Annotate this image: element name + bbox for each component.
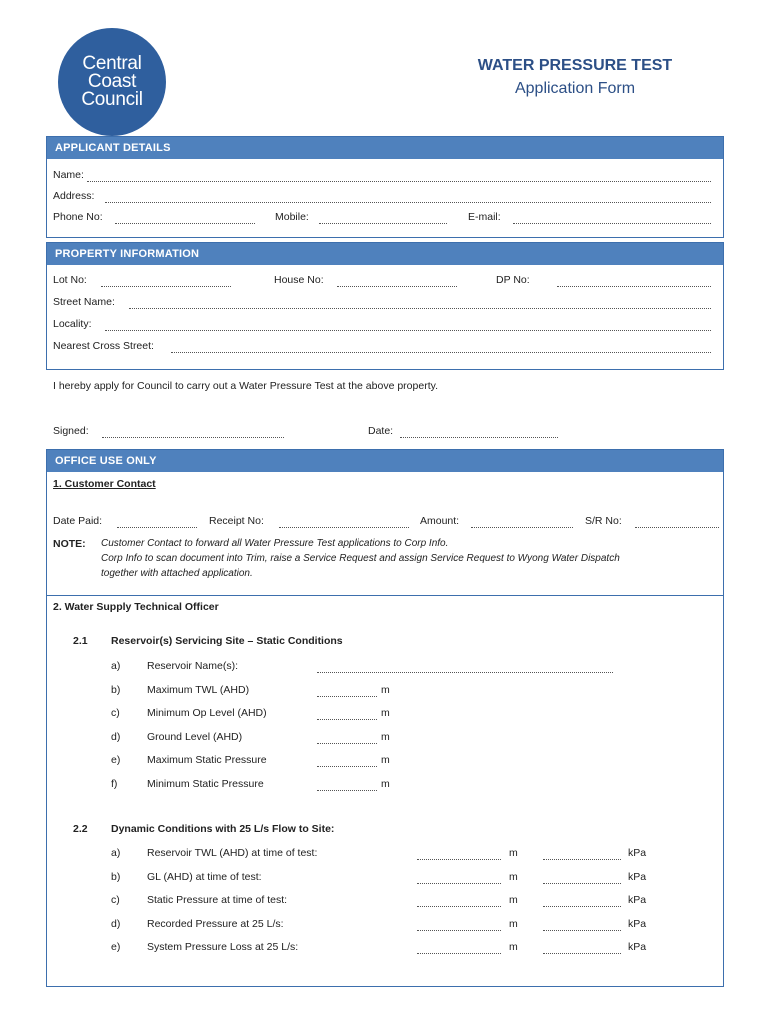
street-label: Street Name: — [53, 296, 115, 308]
date-paid-label: Date Paid: — [53, 515, 103, 527]
static-item-label: Maximum Static Pressure — [147, 754, 267, 766]
dynamic-item-unit-kpa: kPa — [628, 894, 647, 906]
council-logo — [58, 28, 166, 136]
dynamic-item-field-kpa[interactable] — [543, 930, 621, 931]
dynamic-item-field-kpa[interactable] — [543, 859, 621, 860]
property-header: PROPERTY INFORMATION — [47, 243, 723, 265]
dynamic-item-unit-m: m — [509, 870, 518, 883]
dynamic-item-unit-kpa: kPa — [628, 847, 647, 859]
static-item-field[interactable] — [317, 766, 377, 767]
dynamic-item-unit-m: m — [509, 847, 518, 859]
lot-label: Lot No: — [53, 274, 87, 286]
dynamic-item-field-m[interactable] — [417, 859, 501, 860]
property-section — [46, 242, 724, 370]
receipt-field[interactable] — [279, 527, 409, 528]
mobile-label: Mobile: — [275, 211, 309, 223]
dynamic-item-unit-m: m — [509, 917, 518, 930]
dynamic-conditions-number: 2.2 — [73, 823, 88, 835]
static-item-unit: m — [381, 683, 390, 696]
static-conditions-number: 2.1 — [73, 635, 88, 647]
signed-label: Signed: — [53, 425, 89, 437]
static-item-unit: m — [381, 777, 390, 790]
dynamic-item-field-m[interactable] — [417, 883, 501, 884]
static-item-unit: m — [381, 754, 390, 766]
dynamic-item-label: Recorded Pressure at 25 L/s: — [147, 917, 284, 930]
lot-field[interactable] — [101, 286, 231, 287]
dynamic-item-field-m[interactable] — [417, 930, 501, 931]
applicant-section — [46, 136, 724, 238]
amount-field[interactable] — [471, 527, 573, 528]
static-conditions-heading: Reservoir(s) Servicing Site – Static Conditions — [111, 635, 343, 647]
dynamic-item-unit-kpa: kPa — [628, 917, 647, 930]
dynamic-item-field-m[interactable] — [417, 906, 501, 907]
sr-label: S/R No: — [585, 515, 622, 527]
note-line-3: together with attached application. — [101, 568, 253, 579]
dynamic-item-unit-m: m — [509, 894, 518, 906]
static-item-field[interactable] — [317, 790, 377, 791]
house-field[interactable] — [337, 286, 457, 287]
static-item-label: Ground Level (AHD) — [147, 730, 243, 743]
static-item-field[interactable] — [317, 696, 377, 697]
static-item-letter: b) — [111, 683, 121, 696]
date-label: Date: — [368, 425, 394, 437]
logo-line-2: Coast — [87, 71, 137, 92]
name-field[interactable] — [87, 181, 711, 182]
static-item-unit: m — [381, 730, 390, 743]
note-line-1: Customer Contact to forward all Water Pressure Test applications to Corp Info. — [101, 538, 449, 549]
static-item-label: Minimum Static Pressure — [147, 777, 264, 790]
static-item-field[interactable] — [317, 743, 377, 744]
cross-street-field[interactable] — [171, 352, 711, 353]
static-item-letter: a) — [111, 660, 121, 672]
applicant-header: APPLICANT DETAILS — [47, 137, 723, 159]
logo-line-1: Central — [82, 53, 142, 74]
static-item-label: Reservoir Name(s): — [147, 660, 239, 672]
sr-field[interactable] — [635, 527, 719, 528]
static-item-label: Maximum TWL (AHD) — [147, 683, 250, 696]
declaration-text: I hereby apply for Council to carry out a Water Pressure Test at the above property. — [53, 380, 438, 392]
customer-contact-heading: 1. Customer Contact — [53, 478, 156, 490]
dynamic-item-letter: c) — [111, 894, 120, 906]
office-section — [46, 449, 724, 987]
locality-field[interactable] — [105, 330, 711, 331]
static-item-unit: m — [381, 707, 390, 719]
dynamic-conditions-heading: Dynamic Conditions with 25 L/s Flow to Site: — [111, 823, 335, 835]
date-field[interactable] — [400, 437, 558, 438]
locality-label: Locality: — [53, 318, 92, 330]
dynamic-item-label: Static Pressure at time of test: — [147, 894, 288, 906]
email-field[interactable] — [513, 223, 711, 224]
dp-field[interactable] — [557, 286, 711, 287]
static-item-label: Minimum Op Level (AHD) — [147, 707, 267, 719]
note-line-2: Corp Info to scan document into Trim, raise a Service Request and assign Service Request to Wyong Water Dispatch — [101, 553, 620, 564]
dynamic-item-label: Reservoir TWL (AHD) at time of test: — [147, 847, 318, 859]
amount-label: Amount: — [420, 515, 460, 527]
dynamic-item-unit-kpa: kPa — [628, 870, 647, 883]
email-label: E-mail: — [468, 211, 501, 223]
mobile-field[interactable] — [319, 223, 447, 224]
address-field[interactable] — [105, 202, 711, 203]
signature-field[interactable] — [102, 437, 284, 438]
static-item-field[interactable] — [317, 719, 377, 720]
technical-officer-heading: 2. Water Supply Technical Officer — [53, 601, 219, 613]
dynamic-item-field-kpa[interactable] — [543, 883, 621, 884]
dynamic-item-field-kpa[interactable] — [543, 906, 621, 907]
house-label: House No: — [274, 274, 324, 286]
static-item-letter: e) — [111, 754, 121, 766]
logo-line-3: Council — [81, 89, 143, 110]
static-item-field[interactable] — [317, 672, 613, 673]
phone-field[interactable] — [115, 223, 255, 224]
dynamic-item-field-kpa[interactable] — [543, 953, 621, 954]
dynamic-item-letter: b) — [111, 870, 121, 883]
office-header: OFFICE USE ONLY — [47, 450, 723, 472]
address-label: Address: — [53, 190, 95, 202]
dynamic-item-label: GL (AHD) at time of test: — [147, 870, 262, 883]
receipt-label: Receipt No: — [209, 515, 264, 527]
dynamic-item-letter: d) — [111, 917, 121, 930]
dynamic-item-letter: e) — [111, 941, 121, 953]
section-divider — [47, 595, 723, 596]
dynamic-item-letter: a) — [111, 847, 121, 859]
page-subtitle: Application Form — [514, 80, 636, 97]
static-item-letter: d) — [111, 730, 121, 743]
dynamic-item-field-m[interactable] — [417, 953, 501, 954]
note-label: NOTE: — [53, 538, 86, 550]
page-title: WATER PRESSURE TEST — [477, 57, 673, 74]
static-item-letter: c) — [111, 707, 120, 719]
static-item-letter: f) — [111, 777, 118, 790]
dynamic-item-label: System Pressure Loss at 25 L/s: — [147, 941, 299, 953]
dynamic-item-unit-kpa: kPa — [628, 941, 647, 953]
cross-street-label: Nearest Cross Street: — [53, 340, 154, 352]
name-label: Name: — [53, 169, 84, 181]
dp-label: DP No: — [496, 274, 530, 286]
dynamic-item-unit-m: m — [509, 941, 518, 953]
street-field[interactable] — [129, 308, 711, 309]
phone-label: Phone No: — [53, 211, 103, 223]
date-paid-field[interactable] — [117, 527, 197, 528]
